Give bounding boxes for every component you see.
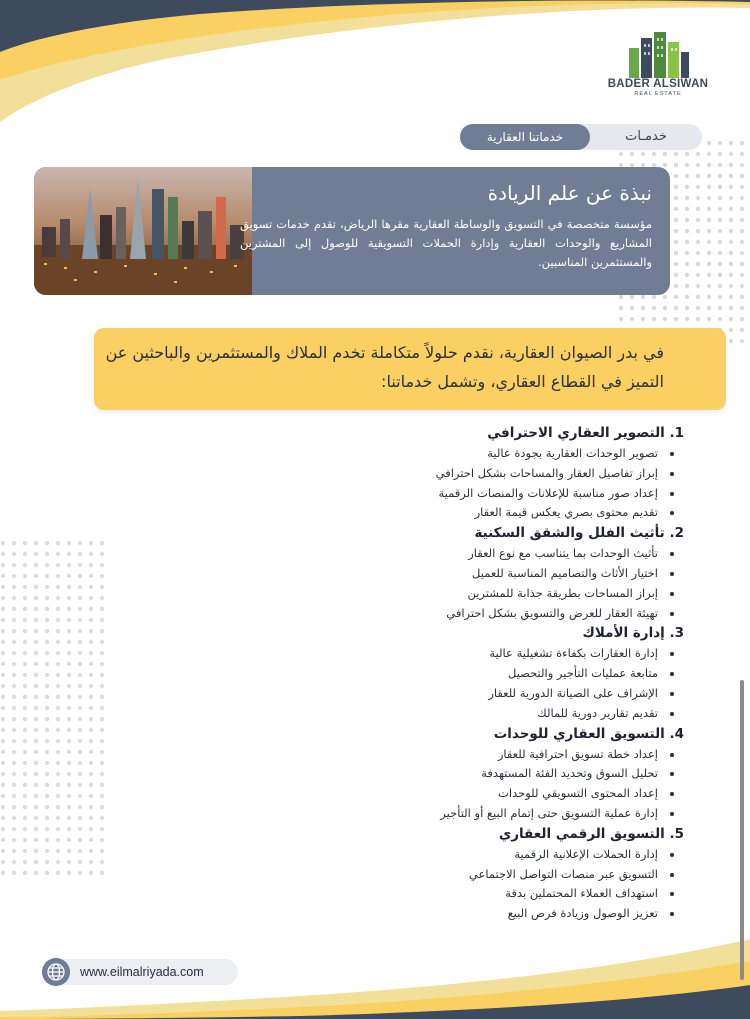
website-url[interactable]: www.eilmalriyada.com <box>80 965 204 979</box>
service-item: تهيئة العقار للعرض والتسويق بشكل احترافي <box>224 604 684 624</box>
tab-real-estate-services[interactable]: خدماتنا العقارية <box>460 124 590 150</box>
bullet-dot-icon <box>670 652 674 656</box>
service-item: إدارة عملية التسويق حتى إتمام البيع أو التأجير <box>224 804 684 824</box>
bullet-dot-icon <box>670 792 674 796</box>
service-section <box>224 523 684 623</box>
service-item: تحليل السوق وتحديد الفئة المستهدفة <box>224 764 684 784</box>
bullet-dot-icon <box>670 511 674 515</box>
building-logo-icon <box>623 30 693 78</box>
service-title: 5. التسويق الرقمي العقاري <box>498 825 684 842</box>
bullet-dot-icon <box>670 912 674 916</box>
bullet-dot-icon <box>670 572 674 576</box>
service-section <box>224 623 684 723</box>
service-section <box>224 824 684 924</box>
service-section <box>224 724 684 824</box>
service-item: تعزيز الوصول وزيادة فرص البيع <box>224 904 684 924</box>
service-item: إبراز تفاصيل العقار والمساحات بشكل احترافي <box>224 464 684 484</box>
riyadh-skyline-photo <box>34 167 252 295</box>
section-tabs <box>460 124 702 150</box>
bullet-dot-icon <box>670 552 674 556</box>
service-item: إعداد صور مناسبة للإعلانات والمنصات الرقمية <box>224 484 684 504</box>
service-item: تأثيث الوحدات بما يتناسب مع نوع العقار <box>224 544 684 564</box>
bullet-dot-icon <box>670 812 674 816</box>
service-title: 2. تأثيث الفلل والشقق السكنية <box>474 525 684 542</box>
bullet-dot-icon <box>670 772 674 776</box>
bullet-dot-icon <box>670 612 674 616</box>
bullet-dot-icon <box>670 472 674 476</box>
brand-tagline: REAL ESTATE <box>634 91 682 97</box>
service-item: التسويق عبر منصات التواصل الاجتماعي <box>224 865 684 885</box>
service-item: اختيار الأثاث والتصاميم المناسبة للعميل <box>224 564 684 584</box>
bullet-dot-icon <box>670 492 674 496</box>
tab-services[interactable]: خدمـات <box>625 129 667 144</box>
bullet-dot-icon <box>670 692 674 696</box>
service-title: 1. التصوير العقاري الاحترافي <box>487 425 684 441</box>
bullet-dot-icon <box>670 753 674 757</box>
bullet-dot-icon <box>670 712 674 716</box>
highlight-box <box>94 328 726 410</box>
scrollbar[interactable] <box>740 680 744 980</box>
dot-pattern-left <box>0 540 110 880</box>
bullet-dot-icon <box>670 592 674 596</box>
brand-logo <box>606 30 710 97</box>
bullet-dot-icon <box>670 853 674 857</box>
intro-text: مؤسسة متخصصة في التسويق والوساطة العقارية مقرها الرياض، تقدم خدمات تسويق المشاريع والوحدات العقارية وإدارة الحملات التسويقية للوصول إلى المشترين والمستثمرين المناسبين. <box>240 217 652 269</box>
service-item: تصوير الوحدات العقارية بجودة عالية <box>224 444 684 464</box>
service-item: إدارة الحملات الإعلانية الرقمية <box>224 845 684 865</box>
service-section <box>224 423 684 523</box>
service-item: إدارة العقارات بكفاءة تشغيلية عالية <box>224 644 684 664</box>
bottom-wave-decoration <box>0 939 750 1019</box>
bullet-dot-icon <box>670 672 674 676</box>
bullet-dot-icon <box>670 873 674 877</box>
intro-title: نبذة عن علم الريادة <box>487 181 652 205</box>
service-item: الإشراف على الصيانة الدورية للعقار <box>224 684 684 704</box>
service-item: إعداد المحتوى التسويقي للوحدات <box>224 784 684 804</box>
services-list <box>224 423 684 924</box>
service-item: تقديم تقارير دورية للمالك <box>224 704 684 724</box>
service-item: متابعة عمليات التأجير والتحصيل <box>224 664 684 684</box>
service-item: إبراز المساحات بطريقة جذابة للمشترين <box>224 584 684 604</box>
highlight-text: في بدر الصيوان العقارية، نقدم حلولاً متكاملة تخدم الملاك والمستثمرين والباحثين عن التميز في القطاع العقاري، وتشمل خدماتنا: <box>105 343 664 391</box>
service-item: تقديم محتوى بصري يعكس قيمة العقار <box>224 503 684 523</box>
bullet-dot-icon <box>670 892 674 896</box>
brand-name: BADER ALSIWAN <box>607 78 709 90</box>
intro-card <box>34 167 670 295</box>
service-title: 4. التسويق العقاري للوحدات <box>493 725 684 742</box>
bullet-dot-icon <box>670 452 674 456</box>
service-item: إعداد خطة تسويق احترافية للعقار <box>224 745 684 765</box>
service-title: 3. إدارة الأملاك <box>582 625 684 642</box>
service-item: استهداف العملاء المحتملين بدقة <box>224 884 684 904</box>
